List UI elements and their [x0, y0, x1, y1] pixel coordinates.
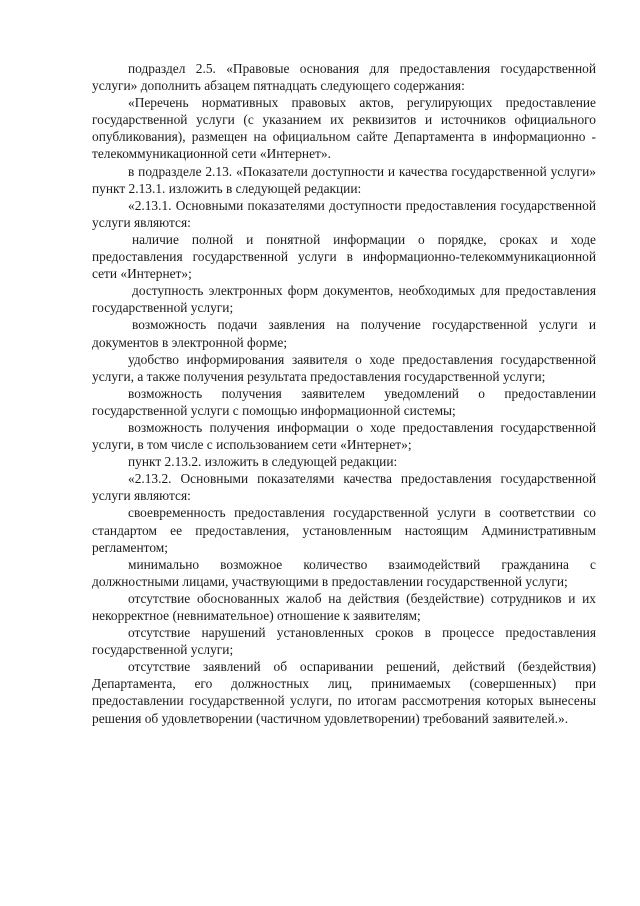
paragraph-point-2-13-2: пункт 2.13.2. изложить в следующей редакции:: [128, 454, 398, 470]
list-item-information-availability: наличие полной и понятной информации о порядке, сроках и ходе предоставления государственной услуги в информационно-телекоммуникационной сети «Интернет»;: [92, 231, 596, 282]
list-item-electronic-application: возможность подачи заявления на получение государственной услуги и документов в электронной форме;: [92, 317, 596, 350]
list-item-notifications: возможность получения заявителем уведомлений о предоставлении государственной услуги с помощью информационной системы;: [92, 385, 596, 418]
document-body: [92, 60, 596, 727]
list-item-progress-information: возможность получения информации о ходе предоставления государственной услуги, в том числе с использованием сети «Интернет»;: [92, 419, 596, 453]
paragraph-subsection-2-13: в подразделе 2.13. «Показатели доступности и качества государственной услуги» пункт 2.13.1. изложить в следующей редакции:: [92, 163, 596, 196]
list-item-minimal-interactions: минимально возможное количество взаимодействий гражданина с должностными лицами, участвующими в предоставлении государственной услуги;: [92, 556, 596, 589]
paragraph-legal-acts-list: «Перечень нормативных правовых актов, регулирующих предоставление государственной услуги (с указанием их реквизитов и источников официального опубликования), размещен на официальном сайте Департамента в информационно - телекоммуникационной сети «Интернет».: [92, 95, 596, 162]
list-item-no-complaints: отсутствие обоснованных жалоб на действия (бездействие) сотрудников и их некорректное (невнимательное) отношение к заявителям;: [92, 590, 596, 623]
list-item-electronic-forms: доступность электронных форм документов, необходимых для предоставления государственной услуги;: [92, 283, 596, 316]
list-item-no-deadline-violations: отсутствие нарушений установленных сроков в процессе предоставления государственной услуги;: [92, 625, 596, 658]
paragraph-2-13-1-heading: «2.13.1. Основными показателями доступности предоставления государственной услуги являются:: [92, 197, 596, 230]
list-item-no-appeals: отсутствие заявлений об оспаривании решений, действий (бездействия) Департамента, его должностных лиц, принимаемых (совершенных) при предоставлении государственной услуги, по итогам рассмотрения которых вынесены решения об удовлетворении (частичном удовлетворении) требований заявителей.».: [92, 659, 596, 726]
paragraph-2-13-2-heading: «2.13.2. Основными показателями качества предоставления государственной услуги являются:: [92, 471, 596, 504]
paragraph-subsection-2-5: подраздел 2.5. «Правовые основания для предоставления государственной услуги» дополнить абзацем пятнадцать следующего содержания:: [92, 61, 596, 94]
list-item-timeliness: своевременность предоставления государственной услуги в соответствии со стандартом ее предоставления, установленным настоящим Административным регламентом;: [92, 505, 596, 555]
list-item-informing-convenience: удобство информирования заявителя о ходе предоставления государственной услуги, а также получения результата предоставления государственной услуги;: [92, 351, 596, 384]
